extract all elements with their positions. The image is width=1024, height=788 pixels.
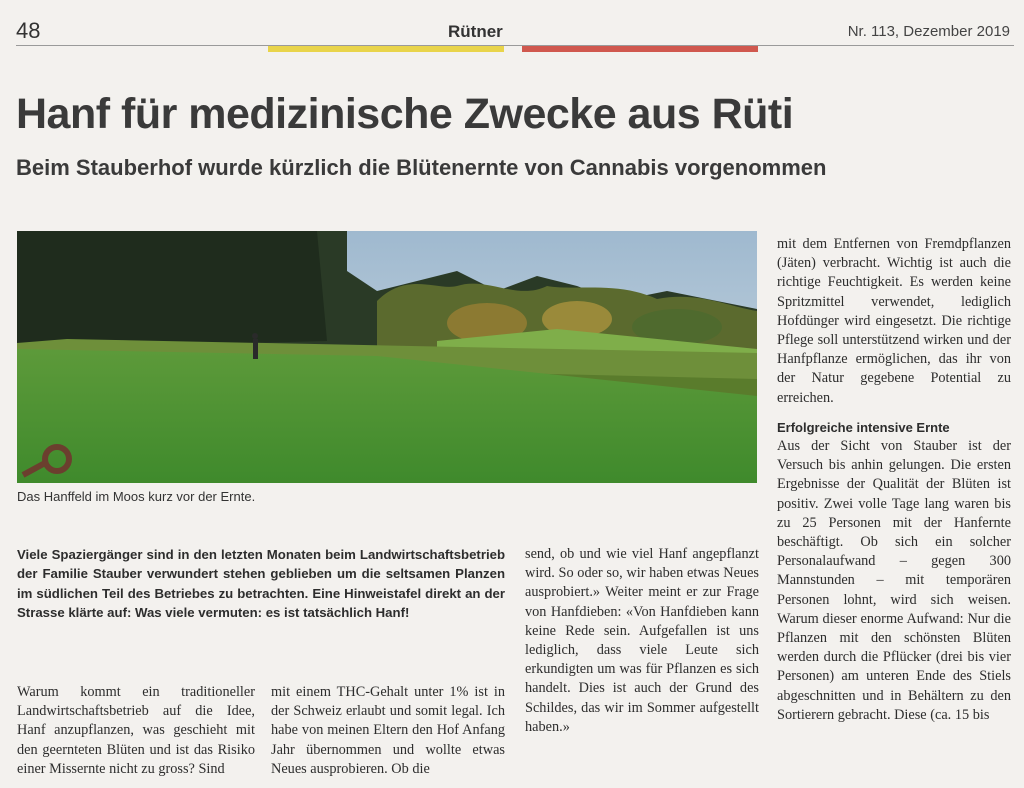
- field-illustration: [17, 231, 757, 483]
- body-text: Warum kommt ein traditioneller Landwirtschaftsbetrieb auf die Idee, Hanf anzupflanzen, was geschieht mit den geernteten Blüten und ist das Risiko einer Missernte nicht zu gross? Sind: [17, 684, 255, 777]
- body-text: Aus der Sicht von Stauber ist der Versuch bis anhin gelungen. Die ersten Ergebnisse der Qualität der Blüten ist positiv. Zwei volle Tage lang waren bis zu 25 Personen mit der Hanfernte beschäftigt. Ob sich ein solcher Personalaufwand – gegen 300 Mannstunden – mit temporären Personen lohnt, wird sich weisen. Warum dieser enorme Aufwand: Nur die Pflanzen mit den schönsten Blüten werden durch die Pflücker (drei bis vier Personen) am unteren Ende des Stiels abgeschnitten und in Behältern zu den Sortierern gebracht. Diese (ca. 15 bis: [777, 438, 1011, 723]
- subheadline: Beim Stauberhof wurde kürzlich die Blütenernte von Cannabis vorgenommen: [16, 155, 827, 180]
- accent-bar-yellow: [268, 46, 504, 52]
- section-heading: Erfolgreiche intensive Ernte: [777, 419, 950, 435]
- page-header: [0, 0, 1024, 56]
- accent-bar-red: [522, 46, 758, 52]
- lead-paragraph: Viele Spaziergänger sind in den letzten Monaten beim Landwirtschaftsbetrieb der Familie Stauber verwundert stehen geblieben um die seltsamen Planzen im südlichen Teil des Betriebes zu betrachten. Eine Hinweistafel direkt an der Strasse klärte auf: Was viele vermuten: es ist tatsächlich Hanf!: [17, 547, 505, 620]
- hemp-field-photo: [17, 231, 757, 483]
- publication-name: Rütner: [448, 22, 503, 41]
- body-text: send, ob und wie viel Hanf angepflanzt wird. So oder so, wir haben etwas Neues ausprobiert.» Weiter meint er zur Frage von Hanfdieben: «Von Hanfdieben kann keine Rede sein. Aufgefallen ist uns lediglich, dass viele Leute sich erkundigten um was für Pflanzen es sich handelt. Dies ist auch der Grund des Schildes, das wir im Sommer aufgestellt haben.»: [525, 546, 759, 735]
- body-text: mit dem Entfernen von Fremdpflanzen (Jäten) verbracht. Wichtig ist auch die richtige Feuchtigkeit. Es werden keine Spritzmittel verwendet, lediglich Hofdünger wird eingesetzt. Die richtige Pflege soll unterstützend wirken und der Hanfpflanze ermöglichen, das ihr von der Natur gegebene Potential zu erreichen.: [777, 236, 1011, 406]
- headline: Hanf für medizinische Zwecke aus Rüti: [16, 90, 794, 138]
- photo-caption: Das Hanffeld im Moos kurz vor der Ernte.: [17, 489, 256, 504]
- body-text: mit einem THC-Gehalt unter 1% ist in der Schweiz erlaubt und somit legal. Ich habe von meinen Eltern den Hof Anfang Jahr übernommen und wollte etwas Neues ausprobieren. Ob die: [271, 684, 505, 777]
- issue-info: Nr. 113, Dezember 2019: [847, 23, 1010, 40]
- body-column-2: [271, 683, 505, 779]
- body-column-4: [777, 235, 1011, 725]
- header-rule: [16, 45, 1014, 46]
- page-number: 48: [16, 18, 41, 43]
- body-column-1: [17, 683, 255, 779]
- body-column-3: [525, 545, 759, 737]
